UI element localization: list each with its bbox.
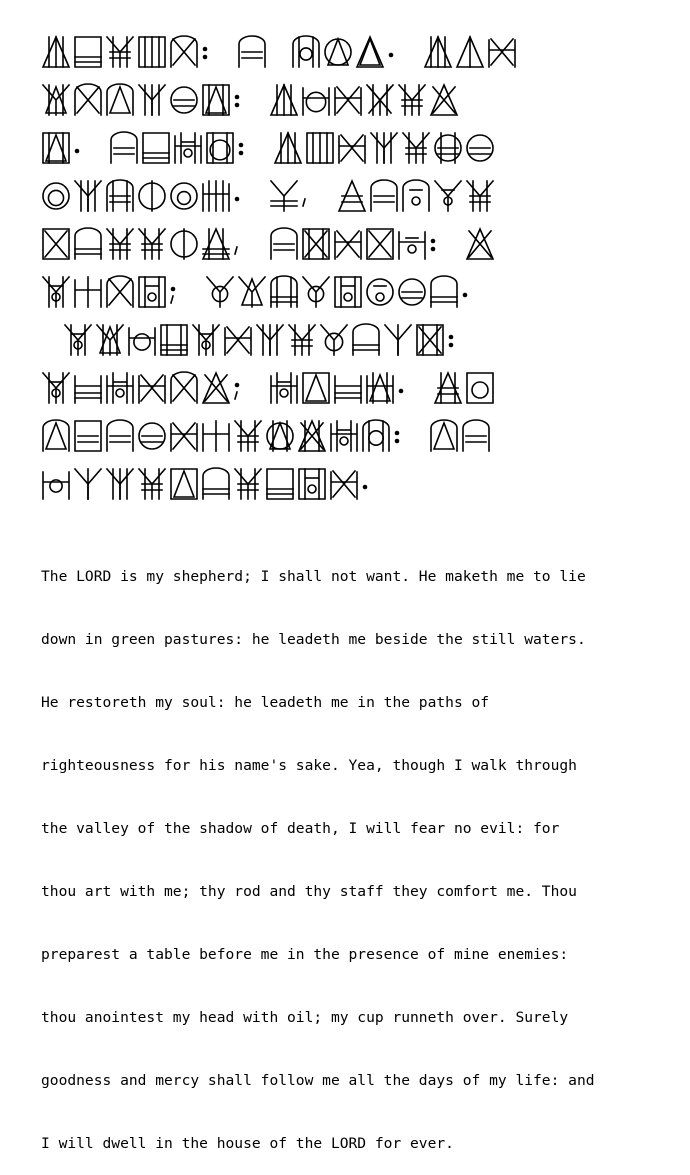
colon-mark (431, 239, 436, 252)
stem-box-glyph (107, 180, 133, 211)
small-triangle-glyph (271, 181, 297, 211)
split-box-glyph (399, 279, 425, 305)
double-cross-lines-glyph (75, 469, 101, 499)
cross-lines-glyph (43, 472, 69, 499)
dotted-triangle-glyph (43, 420, 69, 451)
comma-mark (303, 199, 305, 206)
double-gate-glyph (235, 421, 261, 451)
inverted-fork-glyph (139, 85, 165, 115)
caption-line: He restoreth my soul: he leadeth me in the paths of (41, 694, 490, 711)
dot-mark (463, 293, 468, 298)
caption-line: the valley of the shadow of death, I will fear no evil: for (41, 820, 560, 837)
lattice-circle-glyph (171, 87, 197, 113)
wide-chevron-glyph (489, 39, 515, 67)
dotted-stem-glyph (271, 228, 297, 259)
v-square-glyph (367, 229, 393, 259)
ring-triangle-glyph (75, 376, 101, 403)
dotted-stem-glyph (111, 132, 137, 163)
triple-circle-cross-glyph (367, 85, 393, 115)
triangle-star-glyph (43, 229, 69, 259)
fork-bars-glyph (399, 232, 425, 259)
bucket-ring-glyph (171, 469, 197, 499)
banded-arch-glyph (353, 324, 379, 355)
caption-line: goodness and mercy shall follow me all the days of my life: and (41, 1072, 595, 1089)
circle-in-triangle-glyph (325, 39, 351, 65)
caret-glyph (129, 328, 155, 355)
wide-chevron-glyph (225, 327, 251, 355)
fork-circle-glyph (107, 373, 133, 403)
barred-box-circle-glyph (143, 133, 169, 163)
bucket-glyph (43, 373, 69, 403)
crossed-ring-glyph (207, 133, 233, 163)
banded-triangle-glyph (335, 277, 361, 307)
wide-chevron-glyph (339, 135, 365, 163)
arch-circle-glyph (43, 85, 69, 115)
gate-circle-glyph (367, 279, 393, 305)
u-box-glyph (467, 229, 493, 259)
fork-circle-glyph (175, 133, 201, 163)
chevron-bars-glyph (139, 277, 165, 307)
barred-H-with-circle-glyph (425, 37, 451, 67)
split-rounded-box-glyph (339, 181, 365, 211)
asterisk-glyph (385, 325, 411, 355)
hash-glyph (171, 372, 197, 403)
box-triangle-circle-glyph (307, 133, 333, 163)
caption-line: preparest a table before me in the presence of mine enemies: (41, 946, 569, 963)
tall-gate-triangle-glyph (435, 133, 461, 163)
ring-in-cup-glyph (239, 277, 265, 307)
low-dome-glyph (431, 85, 457, 115)
open-triangle-glyph (203, 421, 229, 451)
triple-bar-glyph (363, 420, 389, 451)
glyph-script-panel (0, 0, 690, 525)
barred-H-with-circle-glyph (275, 133, 301, 163)
caption-line: The LORD is my shepherd; I shall not want. He maketh me to lie (41, 568, 586, 585)
triple-arc-glyph (107, 84, 133, 115)
colon-mark (235, 95, 240, 108)
chevron-box-glyph (75, 277, 101, 307)
circle-with-stem-glyph (107, 37, 133, 67)
cup-with-ring-glyph (207, 277, 233, 307)
star-hash-glyph (457, 37, 483, 67)
hash-glyph (107, 276, 133, 307)
chevron-line-glyph (431, 276, 457, 307)
striped-circle-glyph (139, 423, 165, 449)
banded-circle-glyph (467, 135, 493, 161)
double-gate-glyph (289, 325, 315, 355)
dotted-stem-glyph (463, 420, 489, 451)
bow-tie-box-glyph (75, 421, 101, 451)
wide-chevron-glyph (171, 423, 197, 451)
double-gate-glyph (139, 469, 165, 499)
rounded-box-glyph (75, 181, 101, 211)
double-ring-in-square-glyph (75, 37, 101, 67)
quad-barred-box-glyph (171, 36, 197, 67)
triangle-circle-glyph (203, 181, 229, 211)
double-gate-glyph (467, 181, 493, 211)
circle-bucket-glyph (321, 325, 347, 355)
caption-line: righteousness for his name's sake. Yea, though I walk through (41, 757, 577, 774)
x-box-glyph (97, 325, 123, 355)
box-lines-glyph (335, 231, 361, 259)
dotted-stem-glyph (239, 36, 265, 67)
banded-arch-glyph (75, 228, 101, 259)
barred-triangle-glyph (161, 325, 187, 355)
pillar-box-glyph (193, 325, 219, 355)
stem-bars-glyph (303, 229, 329, 259)
plain-circle-glyph (171, 183, 197, 209)
asterisk-circle-glyph (417, 325, 443, 355)
dotted-stem-glyph (371, 180, 397, 211)
triangle-in-box-glyph (293, 36, 319, 67)
stacked-triangle-glyph (357, 37, 383, 67)
cup-with-ring-glyph (303, 277, 329, 307)
double-gate-glyph (235, 469, 261, 499)
trident-glyph (303, 373, 329, 403)
dot-mark (389, 53, 394, 58)
ring-box-glyph (435, 181, 461, 211)
banded-arch-glyph (203, 468, 229, 499)
cup-rings-glyph (435, 373, 461, 403)
x-gate-glyph (335, 376, 361, 403)
colon-mark (395, 431, 400, 444)
inverted-fork-glyph (371, 133, 397, 163)
semicolon-mark (171, 287, 176, 303)
ring-square-glyph (267, 469, 293, 499)
m-box-glyph (331, 471, 357, 499)
caption-text (41, 524, 686, 1175)
caption-line: thou anointest my head with oil; my cup runneth over. Surely (41, 1009, 569, 1026)
crossed-star-glyph (139, 181, 165, 211)
barred-H-with-circle-glyph (271, 85, 297, 115)
comma-mark (235, 247, 237, 254)
inverted-fork-glyph (107, 469, 133, 499)
inverted-fork-glyph (257, 325, 283, 355)
banded-circle-wide-glyph (171, 229, 197, 259)
tall-lattice-glyph (203, 85, 229, 115)
dotted-triangle-glyph (431, 420, 457, 451)
rounded-square-glyph (299, 469, 325, 499)
double-ring-triangle-glyph (267, 421, 293, 451)
bucket-glyph (43, 277, 69, 307)
caption-line: I will dwell in the house of the LORD for ever. (41, 1135, 454, 1152)
caption-line: down in green pastures: he leadeth me beside the still waters. (41, 631, 586, 648)
caption-line: thou art with me; thy rod and thy staff they comfort me. Thou (41, 883, 577, 900)
ring-stack-glyph (467, 373, 493, 403)
outline-triangle-glyph (271, 276, 297, 307)
double-gate-glyph (403, 133, 429, 163)
banded-gate-glyph (367, 373, 393, 403)
barred-H-with-circle-glyph (43, 37, 69, 67)
dot-mark (235, 197, 240, 202)
double-gate-glyph (399, 85, 425, 115)
cross-ring-glyph (139, 229, 165, 259)
dot-mark (75, 149, 80, 154)
bar-triangle-glyph (139, 375, 165, 403)
wide-chevron-glyph (335, 87, 361, 115)
semicolon-mark (235, 383, 240, 399)
fork-circle-glyph (331, 421, 357, 451)
fork-with-circle-glyph (139, 37, 165, 67)
dot-mark (399, 389, 404, 394)
glyph-script-canvas (0, 0, 690, 525)
half-ring-glyph (203, 373, 229, 403)
stacked-triangles-glyph (403, 180, 429, 211)
colon-mark (449, 335, 454, 348)
box-triangle-glyph (303, 88, 329, 115)
colon-mark (239, 143, 244, 156)
plus-base-glyph (75, 84, 101, 115)
fork-circle-glyph (271, 373, 297, 403)
triangle-gate-glyph (203, 229, 229, 259)
arched-bucket-glyph (299, 421, 325, 451)
dot-mark (363, 485, 368, 490)
bucket-glyph (65, 325, 91, 355)
triangle-bucket-glyph (107, 420, 133, 451)
colon-mark (203, 47, 208, 60)
double-gate-glyph (107, 229, 133, 259)
grid-rings-glyph (43, 183, 69, 209)
grid-triangle-glyph (43, 133, 69, 163)
